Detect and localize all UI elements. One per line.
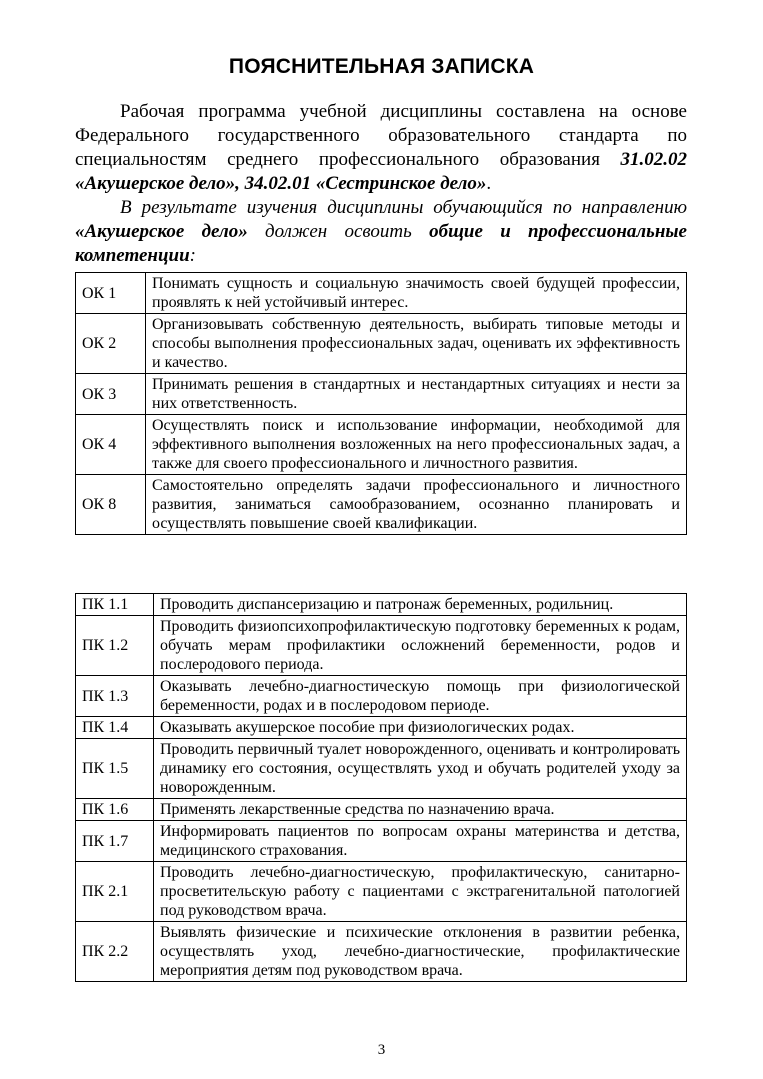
competence-description: Оказывать лечебно-диагностическую помощь при физиологической беременности, родах и в послеродовом периоде. [154,676,687,717]
specialties-text: 31.02.02 «Акушерское дело», 34.02.01 «Сестринское дело» [75,149,687,194]
general-competences-table [75,272,687,535]
table-row [76,821,687,862]
competence-description: Проводить физиопсихопрофилактическую подготовку беременных к родам, обучать мерам профилактики осложнений беременности, родов и послеродового периода. [154,616,687,676]
intro-text: Рабочая программа учебной дисциплины составлена на основе Федерального государственного образовательного стандарта по специальностям среднего профессионального образования [75,101,687,170]
competence-code: ОК 8 [76,475,146,535]
competence-code: ОК 1 [76,273,146,314]
competences-text: общие и профессиональные компетенции [75,221,687,266]
page-title: ПОЯСНИТЕЛЬНАЯ ЗАПИСКА [228,55,535,78]
competence-description: Принимать решения в стандартных и нестандартных ситуациях и нести за них ответственность. [146,374,687,415]
competence-code: ПК 2.1 [76,862,154,922]
table-row [76,717,687,739]
competence-description: Проводить лечебно-диагностическую, профилактическую, санитарно-просветительскую работу с пациентами с экстрагенитальной патологией под руководством врача. [154,862,687,922]
table-row [76,314,687,374]
table-row [76,273,687,314]
table-row [76,922,687,982]
page-number: 3 [377,1042,386,1058]
competence-description: Выявлять физические и психические отклонения в развитии ребенка, осуществлять уход, лечебно-диагностические, профилактические мероприятия детям под руководством врача. [154,922,687,982]
competence-description: Оказывать акушерское пособие при физиологических родах. [154,717,687,739]
table-row [76,374,687,415]
competence-description: Информировать пациентов по вопросам охраны материнства и детства, медицинского страхования. [154,821,687,862]
competence-code: ОК 4 [76,415,146,475]
outcome-paragraph [75,196,687,268]
competence-description: Понимать сущность и социальную значимость своей будущей профессии, проявлять к ней устойчивый интерес. [146,273,687,314]
direction-text: «Акушерское дело» [75,221,248,242]
competence-description: Применять лекарственные средства по назначению врача. [154,799,687,821]
competence-code: ПК 1.7 [76,821,154,862]
table-row [76,799,687,821]
table-row [76,415,687,475]
table-row [76,616,687,676]
competence-code: ПК 1.5 [76,739,154,799]
competence-code: ПК 1.1 [76,594,154,616]
competence-code: ПК 1.3 [76,676,154,717]
table-row [76,862,687,922]
table-row [76,739,687,799]
professional-competences-table [75,593,687,982]
competence-description: Осуществлять поиск и использование информации, необходимой для эффективного выполнения возложенных на него профессиональных задач, а также для своего профессионального и личностного развития. [146,415,687,475]
outcome-end: : [189,245,196,266]
competence-code: ПК 1.6 [76,799,154,821]
competence-code: ПК 1.4 [76,717,154,739]
table-row [76,475,687,535]
competence-code: ОК 2 [76,314,146,374]
outcome-part2: должен освоить [247,221,430,242]
table-row [76,676,687,717]
intro-paragraph [75,100,687,196]
table-row [76,594,687,616]
intro-end: . [486,173,492,194]
outcome-part1: В результате изучения дисциплины обучающийся по направлению [120,197,687,218]
competence-code: ПК 1.2 [76,616,154,676]
competence-code: ОК 3 [76,374,146,415]
competence-description: Организовывать собственную деятельность, выбирать типовые методы и способы выполнения профессиональных задач, оценивать их эффективность и качество. [146,314,687,374]
competence-description: Проводить диспансеризацию и патронаж беременных, родильниц. [154,594,687,616]
competence-description: Проводить первичный туалет новорожденного, оценивать и контролировать динамику его состояния, осуществлять уход и обучать родителей уходу за новорожденным. [154,739,687,799]
competence-code: ПК 2.2 [76,922,154,982]
competence-description: Самостоятельно определять задачи профессионального и личностного развития, заниматься самообразованием, осознанно планировать и осуществлять повышение своей квалификации. [146,475,687,535]
